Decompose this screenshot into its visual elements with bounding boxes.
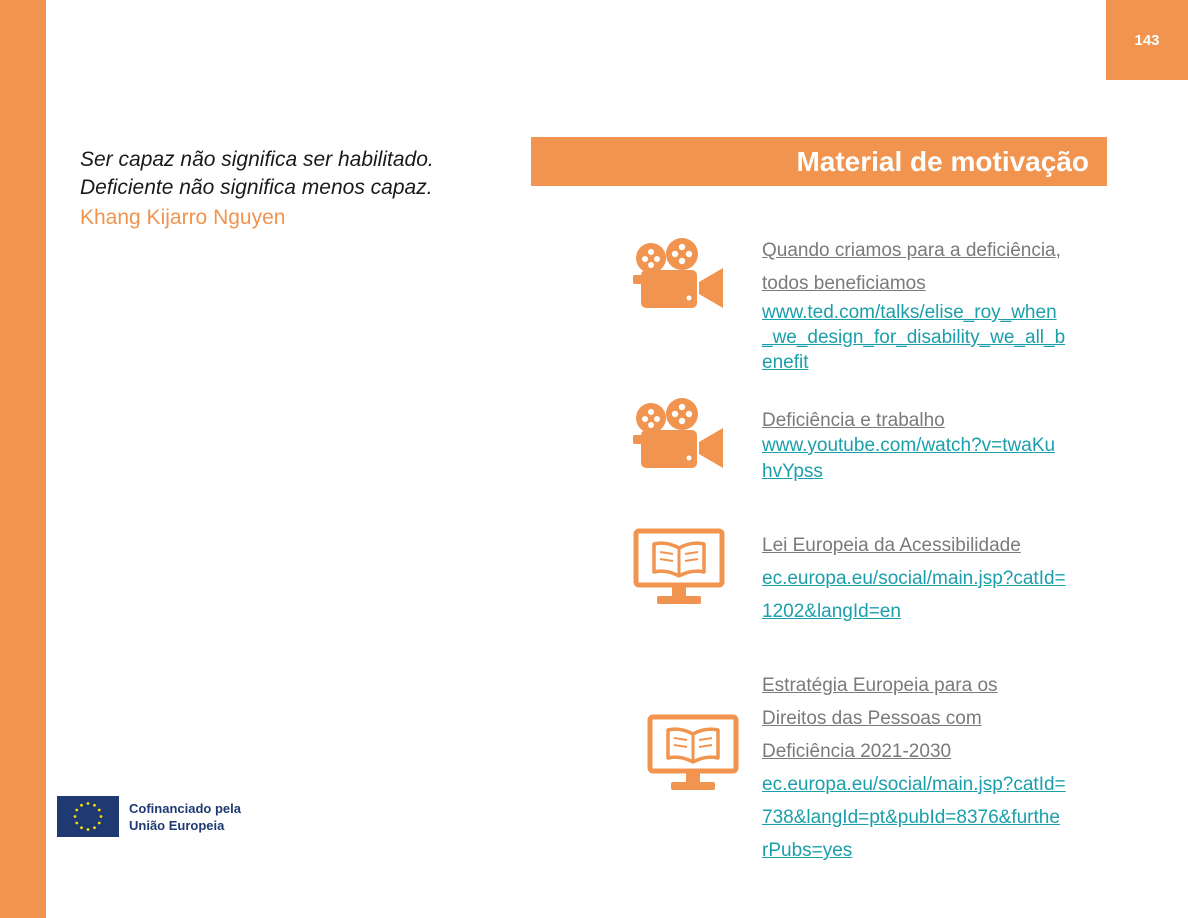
resource-item-1: [762, 234, 1096, 375]
resource-title-link[interactable]: [762, 408, 1096, 433]
page-number: 143: [1106, 0, 1188, 80]
eu-funding-logo: [57, 796, 241, 837]
resource-title-line: Deficiência 2021-2030: [762, 741, 952, 762]
eu-star: [98, 809, 101, 812]
book-monitor-icon: [633, 528, 725, 606]
eu-star: [93, 826, 96, 829]
resource-url-line: www.youtube.com/watch?v=twaKu: [762, 435, 1056, 456]
resource-item-3: [762, 529, 1096, 628]
quote-line-1: Ser capaz não significa ser habilitado.: [80, 148, 434, 171]
eu-star: [87, 828, 90, 831]
eu-star: [74, 815, 77, 818]
section-banner: [531, 137, 1107, 186]
resource-item-4: [762, 669, 1096, 867]
banner-title: Material de motivação: [796, 145, 1089, 177]
eu-star: [100, 815, 103, 818]
quote-author: Khang Kijarro Nguyen: [80, 206, 286, 229]
left-accent-bar: [0, 0, 46, 918]
book-monitor-icon: [647, 714, 739, 792]
quote-block: [80, 146, 434, 232]
eu-star: [80, 826, 83, 829]
quote-line-2: Deficiente não significa menos capaz.: [80, 176, 433, 199]
eu-flag-icon: [57, 796, 119, 837]
resource-url-line: ec.europa.eu/social/main.jsp?catId=: [762, 568, 1066, 589]
resource-title-link[interactable]: [762, 529, 1096, 562]
resource-title-line: Lei Europeia da Acessibilidade: [762, 535, 1021, 556]
resource-title-link[interactable]: [762, 234, 1096, 300]
eu-funding-line-1: Cofinanciado pela: [129, 800, 241, 816]
resource-url-line: hvYpss: [762, 461, 823, 482]
eu-star: [75, 809, 78, 812]
eu-star: [98, 822, 101, 825]
video-camera-icon: [633, 398, 725, 470]
resource-url-link[interactable]: [762, 300, 1096, 375]
resource-title-line: Direitos das Pessoas com: [762, 708, 982, 729]
resource-url-line: www.ted.com/talks/elise_roy_when: [762, 302, 1057, 323]
resource-url-line: _we_design_for_disability_we_all_b: [762, 327, 1066, 348]
resource-url-line: 1202&langId=en: [762, 601, 901, 622]
eu-star: [87, 802, 90, 805]
resource-url-line: ec.europa.eu/social/main.jsp?catId=: [762, 774, 1066, 795]
resource-title-line: Estratégia Europeia para os: [762, 675, 998, 696]
resource-url-link[interactable]: [762, 433, 1096, 485]
resource-title-line: Quando criamos para a deficiência,: [762, 240, 1061, 261]
resource-title-line: todos beneficiamos: [762, 273, 926, 294]
resource-url-line: enefit: [762, 352, 809, 373]
eu-funding-text: [129, 800, 241, 834]
eu-star: [93, 804, 96, 807]
resource-item-2: [762, 408, 1096, 485]
resource-url-line: 738&langId=pt&pubId=8376&furthe: [762, 807, 1060, 828]
resource-title-line: Deficiência e trabalho: [762, 410, 945, 431]
eu-star: [80, 804, 83, 807]
resource-url-line: rPubs=yes: [762, 840, 853, 861]
eu-star: [75, 822, 78, 825]
video-camera-icon: [633, 238, 725, 310]
resource-title-link[interactable]: [762, 669, 1096, 768]
resource-url-link[interactable]: [762, 562, 1096, 628]
resource-url-link[interactable]: [762, 768, 1096, 867]
eu-funding-line-2: União Europeia: [129, 817, 225, 833]
